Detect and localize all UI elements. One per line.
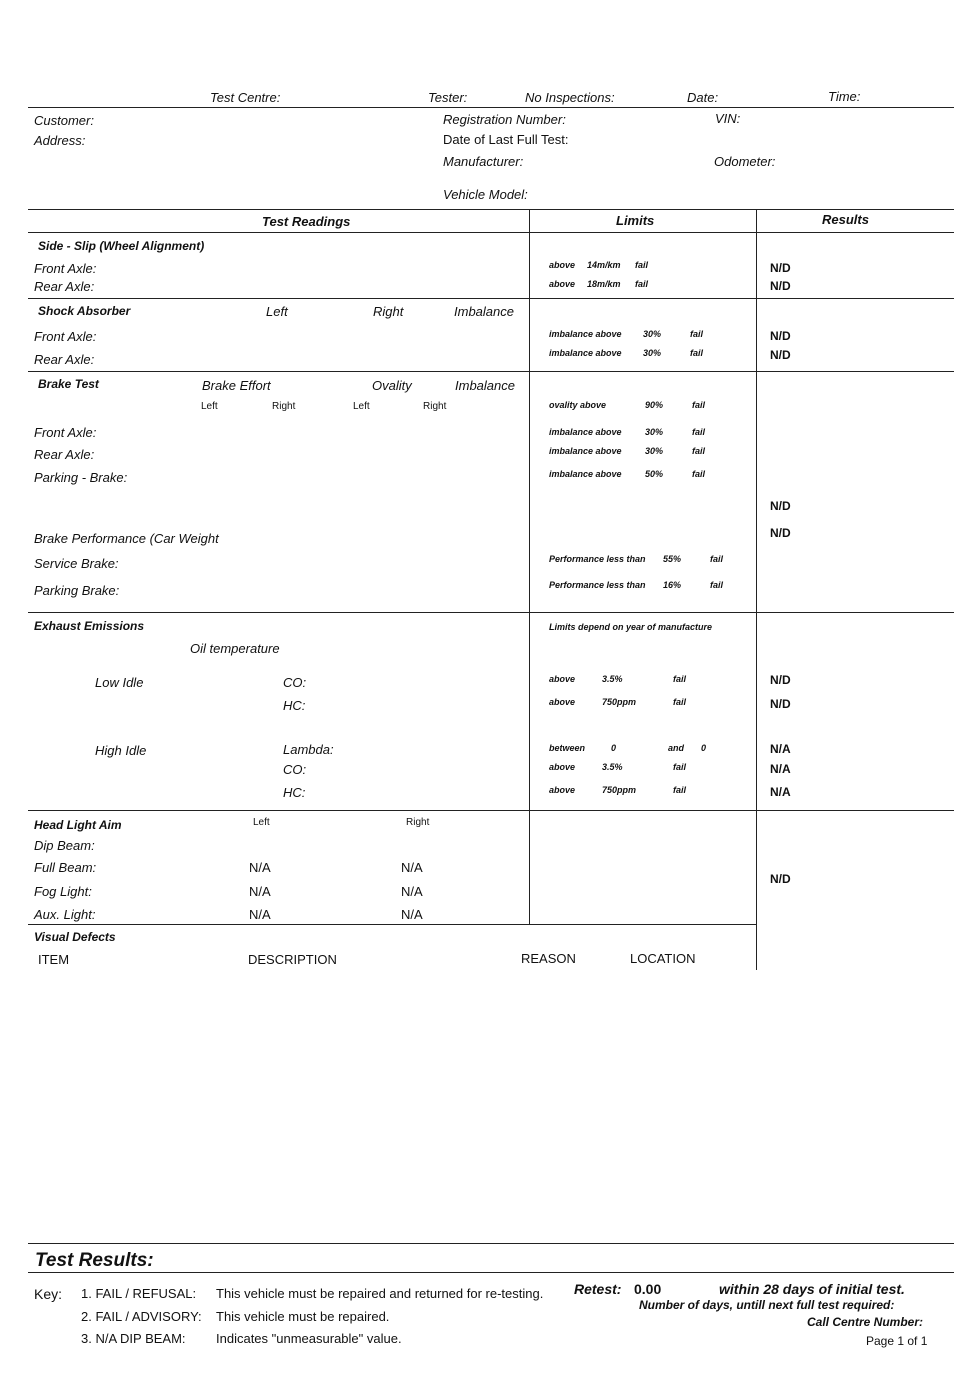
shock-title: Shock Absorber bbox=[38, 304, 131, 318]
header-divider bbox=[28, 107, 954, 108]
key-label: Key: bbox=[34, 1286, 63, 1302]
lambda-limit-high: 0 bbox=[701, 743, 707, 753]
visual-location-header: LOCATION bbox=[630, 951, 696, 966]
visual-description-header: DESCRIPTION bbox=[248, 952, 337, 967]
key-1-label: 1. FAIL / REFUSAL: bbox=[81, 1286, 197, 1301]
registration-label: Registration Number: bbox=[443, 112, 566, 127]
aux-light-right: N/A bbox=[401, 907, 423, 922]
fog-light-right: N/A bbox=[401, 884, 423, 899]
service-brake-label: Service Brake: bbox=[34, 556, 119, 571]
dip-beam-label: Dip Beam: bbox=[34, 838, 95, 853]
high-co-result: N/A bbox=[770, 762, 791, 776]
side-slip-front-limit-fail: fail bbox=[635, 260, 649, 270]
high-hc-limit-text: above bbox=[549, 785, 576, 795]
brake-ovality-limit-text: ovality above bbox=[549, 400, 607, 410]
low-co-limit-fail: fail bbox=[673, 674, 687, 684]
time-label: Time: bbox=[828, 89, 861, 104]
brake-front-limit-fail: fail bbox=[692, 427, 706, 437]
key-1-description: This vehicle must be repaired and returned for re-testing. bbox=[216, 1286, 544, 1301]
side-slip-front-limit-text: above bbox=[549, 260, 576, 270]
side-slip-front-limit-value: 14m/km bbox=[587, 260, 621, 270]
high-hc-limit-fail: fail bbox=[673, 785, 687, 795]
brake-ovality-left: Left bbox=[353, 401, 370, 412]
low-co-result: N/D bbox=[770, 673, 791, 687]
brake-parking-limit-text: imbalance above bbox=[549, 469, 622, 479]
address-label: Address: bbox=[34, 133, 86, 148]
visual-item-header: ITEM bbox=[38, 952, 70, 967]
manufacturer-label: Manufacturer: bbox=[443, 154, 524, 169]
shock-rear-limit-text: imbalance above bbox=[549, 348, 622, 358]
key-2-label: 2. FAIL / ADVISORY: bbox=[81, 1309, 202, 1324]
test-results-title: Test Results: bbox=[35, 1250, 154, 1271]
side-slip-rear-label: Rear Axle: bbox=[34, 279, 95, 294]
brake-rear-limit-value: 30% bbox=[645, 446, 664, 456]
headlight-right-header: Right bbox=[406, 817, 430, 828]
parking-perf-limit-fail: fail bbox=[710, 580, 724, 590]
test-readings-header: Test Readings bbox=[262, 214, 351, 229]
brake-parking-limit-value: 50% bbox=[645, 469, 664, 479]
high-hc-result: N/A bbox=[770, 785, 791, 799]
brake-imbalance-header: Imbalance bbox=[455, 378, 515, 393]
high-hc-label: HC: bbox=[283, 785, 306, 800]
lambda-limit-and: and bbox=[668, 743, 685, 753]
low-hc-label: HC: bbox=[283, 698, 306, 713]
vehicle-model-label: Vehicle Model: bbox=[443, 187, 528, 202]
rule-side-slip bbox=[28, 298, 954, 299]
aux-light-label: Aux. Light: bbox=[34, 907, 96, 922]
full-beam-left: N/A bbox=[249, 860, 271, 875]
service-limit-fail: fail bbox=[710, 554, 724, 564]
brake-rear-limit-fail: fail bbox=[692, 446, 706, 456]
brake-parking-limit-fail: fail bbox=[692, 469, 706, 479]
retest-value: 0.00 bbox=[634, 1281, 662, 1297]
low-co-limit-text: above bbox=[549, 674, 576, 684]
footer-rule bbox=[28, 1243, 954, 1244]
parking-brake-label: Parking Brake: bbox=[34, 583, 120, 598]
high-co-limit-text: above bbox=[549, 762, 576, 772]
brake-title: Brake Test bbox=[38, 377, 99, 391]
page-number: Page 1 of 1 bbox=[866, 1334, 928, 1348]
visual-defects-title: Visual Defects bbox=[34, 930, 116, 944]
table-top-rule bbox=[28, 209, 954, 210]
shock-rear-limit-value: 30% bbox=[643, 348, 662, 358]
exhaust-limits-note: Limits depend on year of manufacture bbox=[549, 622, 713, 632]
side-slip-front-label: Front Axle: bbox=[34, 261, 97, 276]
low-hc-limit-fail: fail bbox=[673, 697, 687, 707]
exhaust-title: Exhaust Emissions bbox=[34, 619, 145, 633]
parking-perf-limit-text: Performance less than bbox=[549, 580, 646, 590]
shock-rear-limit-fail: fail bbox=[690, 348, 704, 358]
key-2-description: This vehicle must be repaired. bbox=[216, 1309, 390, 1324]
brake-front-limit-value: 30% bbox=[645, 427, 664, 437]
low-idle-label: Low Idle bbox=[95, 675, 144, 690]
footer-title-rule bbox=[28, 1272, 954, 1273]
lambda-result: N/A bbox=[770, 742, 791, 756]
lambda-limit-text: between bbox=[549, 743, 586, 753]
retest-label: Retest: bbox=[574, 1281, 622, 1297]
high-co-limit-fail: fail bbox=[673, 762, 687, 772]
low-co-label: CO: bbox=[283, 675, 307, 690]
test-centre-label: Test Centre: bbox=[210, 90, 281, 105]
shock-right-header: Right bbox=[373, 304, 404, 319]
shock-front-label: Front Axle: bbox=[34, 329, 97, 344]
oil-temperature-label: Oil temperature bbox=[190, 641, 280, 656]
visual-reason-header: REASON bbox=[521, 951, 576, 966]
parking-perf-limit-value: 16% bbox=[663, 580, 682, 590]
rule-shock bbox=[28, 371, 954, 372]
brake-performance-label: Brake Performance (Car Weight bbox=[34, 531, 219, 546]
brake-front-limit-text: imbalance above bbox=[549, 427, 622, 437]
key-3-description: Indicates "unmeasurable" value. bbox=[216, 1331, 402, 1346]
limits-column-divider bbox=[529, 209, 530, 924]
fog-light-left: N/A bbox=[249, 884, 271, 899]
full-beam-label: Full Beam: bbox=[34, 860, 97, 875]
shock-front-limit-text: imbalance above bbox=[549, 329, 622, 339]
column-header-rule bbox=[28, 232, 954, 233]
brake-ovality-limit-value: 90% bbox=[645, 400, 664, 410]
shock-front-limit-fail: fail bbox=[690, 329, 704, 339]
last-full-test-label: Date of Last Full Test: bbox=[443, 132, 569, 147]
side-slip-rear-limit-fail: fail bbox=[635, 279, 649, 289]
headlight-title: Head Light Aim bbox=[34, 818, 122, 832]
brake-effort-right: Right bbox=[272, 401, 296, 412]
brake-parking-label: Parking - Brake: bbox=[34, 470, 128, 485]
side-slip-rear-limit-value: 18m/km bbox=[587, 279, 621, 289]
service-limit-value: 55% bbox=[663, 554, 682, 564]
retest-window-text: within 28 days of initial test. bbox=[719, 1281, 905, 1297]
brake-ovality-limit-fail: fail bbox=[692, 400, 706, 410]
brake-result-1: N/D bbox=[770, 499, 791, 513]
date-label: Date: bbox=[687, 90, 719, 105]
full-beam-right: N/A bbox=[401, 860, 423, 875]
key-3-label: 3. N/A DIP BEAM: bbox=[81, 1331, 186, 1346]
next-full-test-label: Number of days, untill next full test required: bbox=[639, 1298, 895, 1312]
service-limit-text: Performance less than bbox=[549, 554, 646, 564]
brake-effort-left: Left bbox=[201, 401, 218, 412]
tester-label: Tester: bbox=[428, 90, 468, 105]
brake-rear-limit-text: imbalance above bbox=[549, 446, 622, 456]
brake-effort-header: Brake Effort bbox=[202, 378, 271, 393]
side-slip-rear-result: N/D bbox=[770, 279, 791, 293]
brake-result-2: N/D bbox=[770, 526, 791, 540]
customer-label: Customer: bbox=[34, 113, 94, 128]
side-slip-front-result: N/D bbox=[770, 261, 791, 275]
shock-imbalance-header: Imbalance bbox=[454, 304, 514, 319]
side-slip-title: Side - Slip (Wheel Alignment) bbox=[38, 239, 205, 253]
aux-light-left: N/A bbox=[249, 907, 271, 922]
lambda-limit-low: 0 bbox=[611, 743, 617, 753]
side-slip-rear-limit-text: above bbox=[549, 279, 576, 289]
limits-header: Limits bbox=[616, 213, 655, 228]
low-hc-result: N/D bbox=[770, 697, 791, 711]
rule-brake bbox=[28, 612, 954, 613]
rule-headlight bbox=[28, 924, 756, 925]
rule-exhaust bbox=[28, 810, 954, 811]
low-hc-limit-text: above bbox=[549, 697, 576, 707]
high-co-limit-value: 3.5% bbox=[602, 762, 623, 772]
low-co-limit-value: 3.5% bbox=[602, 674, 623, 684]
low-hc-limit-value: 750ppm bbox=[602, 697, 637, 707]
high-co-label: CO: bbox=[283, 762, 307, 777]
fog-light-label: Fog Light: bbox=[34, 884, 92, 899]
odometer-label: Odometer: bbox=[714, 154, 776, 169]
shock-left-header: Left bbox=[266, 304, 288, 319]
results-header: Results bbox=[822, 212, 869, 227]
brake-rear-label: Rear Axle: bbox=[34, 447, 95, 462]
headlight-result: N/D bbox=[770, 872, 791, 886]
brake-ovality-right: Right bbox=[423, 401, 447, 412]
high-idle-label: High Idle bbox=[95, 743, 147, 758]
vin-label: VIN: bbox=[715, 111, 741, 126]
headlight-left-header: Left bbox=[253, 817, 270, 828]
high-hc-limit-value: 750ppm bbox=[602, 785, 637, 795]
call-centre-label: Call Centre Number: bbox=[807, 1315, 924, 1329]
brake-ovality-header: Ovality bbox=[372, 378, 412, 393]
shock-rear-result: N/D bbox=[770, 348, 791, 362]
brake-front-label: Front Axle: bbox=[34, 425, 97, 440]
lambda-label: Lambda: bbox=[283, 742, 334, 757]
results-column-divider bbox=[756, 209, 757, 970]
shock-front-result: N/D bbox=[770, 329, 791, 343]
shock-rear-label: Rear Axle: bbox=[34, 352, 95, 367]
shock-front-limit-value: 30% bbox=[643, 329, 662, 339]
no-inspections-label: No Inspections: bbox=[525, 90, 615, 105]
